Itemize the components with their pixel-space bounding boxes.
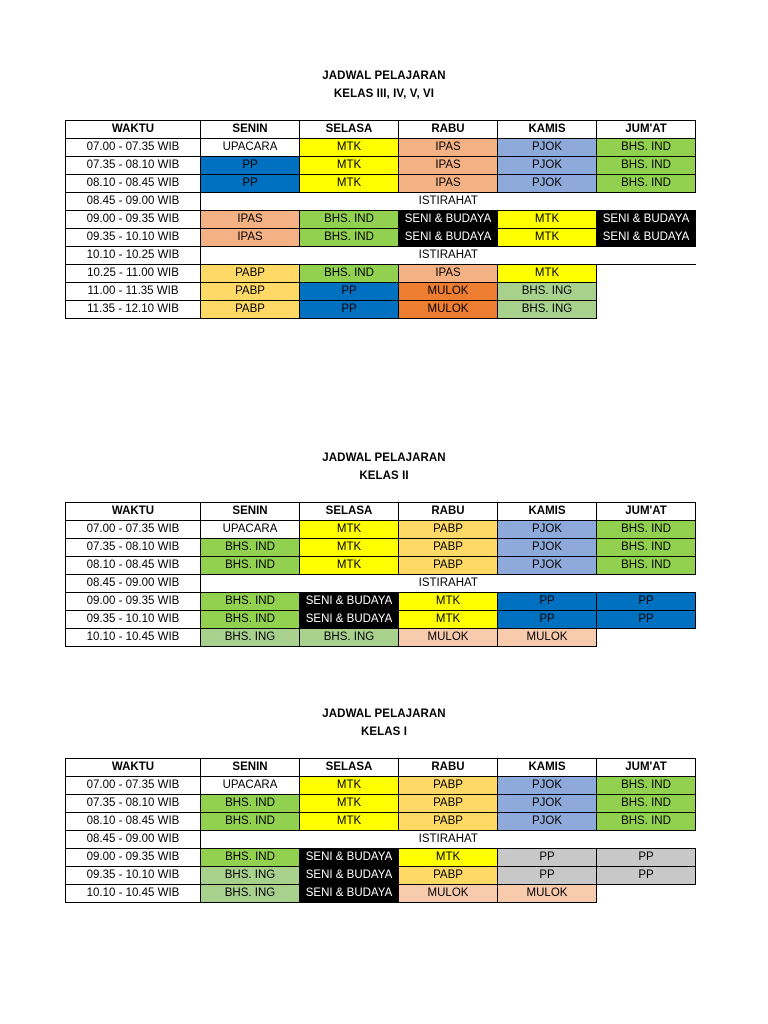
subject-cell: SENI & BUDAYA (597, 229, 696, 247)
subject-cell: UPACARA (201, 139, 300, 157)
table-row (66, 211, 696, 229)
time-cell: 09.00 - 09.35 WIB (66, 211, 201, 229)
subject-cell: BHS. ING (201, 867, 300, 885)
subject-cell: MTK (300, 521, 399, 539)
empty-cell (597, 301, 696, 319)
time-cell: 09.35 - 10.10 WIB (66, 229, 201, 247)
table-row (66, 175, 696, 193)
subject-cell: PP (300, 301, 399, 319)
subject-cell: UPACARA (201, 777, 300, 795)
subject-cell: PP (597, 611, 696, 629)
time-cell: 08.10 - 08.45 WIB (66, 813, 201, 831)
table-row (66, 283, 696, 301)
subject-cell: MTK (399, 593, 498, 611)
subject-cell: PJOK (498, 521, 597, 539)
column-header: WAKTU (66, 121, 201, 139)
subject-cell: BHS. IND (300, 265, 399, 283)
table-row (66, 629, 696, 647)
subject-cell: MTK (498, 265, 597, 283)
subject-cell: PJOK (498, 813, 597, 831)
subject-cell: IPAS (399, 157, 498, 175)
subject-cell: BHS. IND (597, 777, 696, 795)
subject-cell: IPAS (399, 139, 498, 157)
empty-cell (597, 885, 696, 903)
schedule-subtitle: KELAS III, IV, V, VI (333, 88, 435, 100)
header-row (66, 121, 696, 139)
subject-cell: MTK (300, 175, 399, 193)
subject-cell: PP (498, 593, 597, 611)
subject-cell: PP (498, 849, 597, 867)
subject-cell: SENI & BUDAYA (300, 849, 399, 867)
subject-cell: MULOK (399, 629, 498, 647)
subject-cell: PJOK (498, 157, 597, 175)
subject-cell: PP (498, 867, 597, 885)
subject-cell: BHS. IND (300, 211, 399, 229)
subject-cell: PABP (201, 301, 300, 319)
time-cell: 09.35 - 10.10 WIB (66, 611, 201, 629)
column-header: SENIN (201, 759, 300, 777)
subject-cell: BHS. IND (597, 539, 696, 557)
column-header: SENIN (201, 503, 300, 521)
subject-cell: SENI & BUDAYA (597, 211, 696, 229)
subject-cell: BHS. ING (300, 629, 399, 647)
subject-cell: MTK (300, 139, 399, 157)
column-header: RABU (399, 121, 498, 139)
empty-cell (597, 265, 696, 283)
time-cell: 09.00 - 09.35 WIB (66, 849, 201, 867)
column-header: RABU (399, 503, 498, 521)
subject-cell: PP (201, 175, 300, 193)
column-header: JUM'AT (597, 121, 696, 139)
time-cell: 07.00 - 07.35 WIB (66, 139, 201, 157)
subject-cell: MTK (300, 777, 399, 795)
subject-cell: BHS. ING (201, 885, 300, 903)
subject-cell: PABP (399, 867, 498, 885)
table-row (66, 265, 696, 283)
header-row (66, 759, 696, 777)
table-row (66, 157, 696, 175)
table-row (66, 539, 696, 557)
break-cell: ISTIRAHAT (201, 193, 696, 211)
subject-cell: MTK (300, 539, 399, 557)
subject-cell: PJOK (498, 557, 597, 575)
empty-cell (597, 283, 696, 301)
table-row (66, 247, 696, 265)
subject-cell: SENI & BUDAYA (399, 211, 498, 229)
column-header: SENIN (201, 121, 300, 139)
schedule-table (65, 758, 696, 903)
table-row (66, 885, 696, 903)
time-cell: 07.35 - 08.10 WIB (66, 795, 201, 813)
subject-cell: IPAS (399, 175, 498, 193)
subject-cell: SENI & BUDAYA (300, 593, 399, 611)
subject-cell: MULOK (498, 885, 597, 903)
subject-cell: MTK (498, 211, 597, 229)
subject-cell: IPAS (201, 211, 300, 229)
subject-cell: BHS. IND (597, 175, 696, 193)
subject-cell: MTK (498, 229, 597, 247)
table-row (66, 229, 696, 247)
empty-cell (597, 629, 696, 647)
subject-cell: IPAS (399, 265, 498, 283)
header-row (66, 503, 696, 521)
time-cell: 10.10 - 10.45 WIB (66, 629, 201, 647)
break-cell: ISTIRAHAT (201, 575, 696, 593)
table-row (66, 795, 696, 813)
time-cell: 07.35 - 08.10 WIB (66, 157, 201, 175)
subject-cell: BHS. IND (597, 557, 696, 575)
table-row (66, 575, 696, 593)
column-header: WAKTU (66, 759, 201, 777)
column-header: WAKTU (66, 503, 201, 521)
subject-cell: BHS. IND (597, 157, 696, 175)
table-row (66, 301, 696, 319)
time-cell: 10.10 - 10.45 WIB (66, 885, 201, 903)
subject-cell: PABP (201, 265, 300, 283)
table-row (66, 193, 696, 211)
table-row (66, 813, 696, 831)
subject-cell: PP (498, 611, 597, 629)
subject-cell: SENI & BUDAYA (300, 611, 399, 629)
time-cell: 07.35 - 08.10 WIB (66, 539, 201, 557)
subject-cell: SENI & BUDAYA (300, 885, 399, 903)
schedule-table (65, 120, 696, 319)
table-row (66, 867, 696, 885)
time-cell: 08.45 - 09.00 WIB (66, 575, 201, 593)
time-cell: 07.00 - 07.35 WIB (66, 777, 201, 795)
subject-cell: UPACARA (201, 521, 300, 539)
subject-cell: PABP (201, 283, 300, 301)
subject-cell: MTK (300, 557, 399, 575)
schedule-title: JADWAL PELAJARAN (322, 452, 446, 464)
subject-cell: PP (597, 849, 696, 867)
subject-cell: PABP (399, 557, 498, 575)
subject-cell: PJOK (498, 539, 597, 557)
time-cell: 08.45 - 09.00 WIB (66, 831, 201, 849)
subject-cell: BHS. IND (201, 611, 300, 629)
table-row (66, 139, 696, 157)
subject-cell: PP (201, 157, 300, 175)
subject-cell: PJOK (498, 795, 597, 813)
table-row (66, 831, 696, 849)
time-cell: 08.10 - 08.45 WIB (66, 175, 201, 193)
table-row (66, 557, 696, 575)
subject-cell: SENI & BUDAYA (300, 867, 399, 885)
subject-cell: BHS. ING (498, 301, 597, 319)
subject-cell: BHS. IND (201, 539, 300, 557)
subject-cell: MTK (300, 795, 399, 813)
subject-cell: PABP (399, 777, 498, 795)
table-row (66, 611, 696, 629)
table-row (66, 849, 696, 867)
subject-cell: PP (597, 867, 696, 885)
column-header: SELASA (300, 121, 399, 139)
time-cell: 08.45 - 09.00 WIB (66, 193, 201, 211)
subject-cell: MTK (399, 849, 498, 867)
subject-cell: BHS. ING (498, 283, 597, 301)
subject-cell: PJOK (498, 175, 597, 193)
subject-cell: PABP (399, 795, 498, 813)
subject-cell: BHS. IND (300, 229, 399, 247)
time-cell: 07.00 - 07.35 WIB (66, 521, 201, 539)
subject-cell: MULOK (399, 301, 498, 319)
table-row (66, 521, 696, 539)
table-row (66, 777, 696, 795)
column-header: KAMIS (498, 121, 597, 139)
schedule-title: JADWAL PELAJARAN (322, 708, 446, 720)
subject-cell: PJOK (498, 139, 597, 157)
subject-cell: BHS. ING (201, 629, 300, 647)
subject-cell: MTK (399, 611, 498, 629)
subject-cell: PJOK (498, 777, 597, 795)
subject-cell: BHS. IND (201, 593, 300, 611)
subject-cell: MTK (300, 813, 399, 831)
subject-cell: PABP (399, 813, 498, 831)
time-cell: 09.00 - 09.35 WIB (66, 593, 201, 611)
subject-cell: PABP (399, 521, 498, 539)
schedule-table (65, 502, 696, 647)
subject-cell: BHS. IND (597, 521, 696, 539)
subject-cell: PP (597, 593, 696, 611)
column-header: JUM'AT (597, 759, 696, 777)
column-header: JUM'AT (597, 503, 696, 521)
column-header: SELASA (300, 503, 399, 521)
subject-cell: IPAS (201, 229, 300, 247)
column-header: RABU (399, 759, 498, 777)
table-row (66, 593, 696, 611)
time-cell: 09.35 - 10.10 WIB (66, 867, 201, 885)
subject-cell: MTK (300, 157, 399, 175)
subject-cell: SENI & BUDAYA (399, 229, 498, 247)
column-header: KAMIS (498, 503, 597, 521)
subject-cell: BHS. IND (597, 139, 696, 157)
time-cell: 10.10 - 10.25 WIB (66, 247, 201, 265)
subject-cell: BHS. IND (597, 795, 696, 813)
break-cell: ISTIRAHAT (201, 831, 696, 849)
time-cell: 10.25 - 11.00 WIB (66, 265, 201, 283)
time-cell: 11.35 - 12.10 WIB (66, 301, 201, 319)
subject-cell: BHS. IND (201, 795, 300, 813)
schedule-subtitle: KELAS I (360, 726, 408, 738)
time-cell: 08.10 - 08.45 WIB (66, 557, 201, 575)
time-cell: 11.00 - 11.35 WIB (66, 283, 201, 301)
subject-cell: MULOK (399, 885, 498, 903)
subject-cell: BHS. IND (201, 557, 300, 575)
subject-cell: BHS. IND (201, 813, 300, 831)
break-cell: ISTIRAHAT (201, 247, 696, 265)
subject-cell: BHS. IND (201, 849, 300, 867)
column-header: KAMIS (498, 759, 597, 777)
schedule-subtitle: KELAS II (359, 470, 409, 482)
subject-cell: BHS. IND (597, 813, 696, 831)
subject-cell: MULOK (399, 283, 498, 301)
subject-cell: PP (300, 283, 399, 301)
subject-cell: MULOK (498, 629, 597, 647)
column-header: SELASA (300, 759, 399, 777)
subject-cell: PABP (399, 539, 498, 557)
schedule-title: JADWAL PELAJARAN (322, 70, 446, 82)
